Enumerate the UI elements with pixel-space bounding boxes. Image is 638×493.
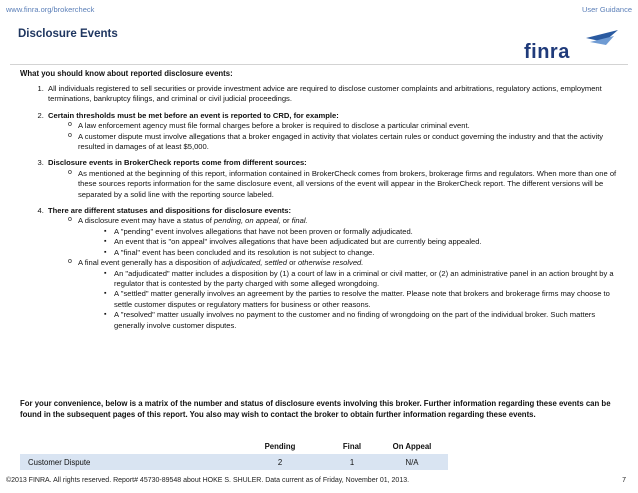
list-item-heading: Certain thresholds must be met before an event is reported to CRD, for example: bbox=[48, 110, 339, 120]
on-appeal-count: N/A bbox=[405, 458, 419, 467]
sub-item: o A disclosure event may have a status of pending, on appeal, or final. ▪ A "pending" event involves allegations that have not been proven or formally adjudicated. ▪ An event that is "on appeal" involves allegations that have been adjudicated but are currently being appealed. ▪ A "final" event has been concluded and its resolution is not subject to change. bbox=[68, 216, 620, 258]
sub-sub-item: ▪ A "final" event has been concluded and its resolution is not subject to change. bbox=[104, 248, 620, 258]
sub-item: o As mentioned at the beginning of this report, information contained in BrokerCheck comes from brokers, brokerage firms and regulators. When more than one of these sources reports information for the same disclosure event, all versions of the event will appear in the BrokerCheck report. The different versions will be separated by a solid line with the reporting source labeled. bbox=[68, 169, 620, 200]
finra-logo-icon bbox=[524, 28, 620, 62]
disclosure-matrix-table bbox=[20, 438, 448, 470]
header-divider bbox=[10, 64, 628, 65]
sub-sub-item: ▪ An event that is "on appeal" involves allegations that have been adjudicated but are currently being appealed. bbox=[104, 237, 620, 247]
footer-text: ©2013 FINRA. All rights reserved. Report# 45730-89548 about HOKE S. SHULER. Data current as of Friday, November 01, 2013. bbox=[6, 477, 410, 484]
list-item bbox=[46, 206, 620, 331]
page-footer bbox=[6, 477, 626, 489]
table-header-final: Final bbox=[342, 442, 362, 451]
row-label: Customer Dispute bbox=[28, 458, 91, 467]
sub-item: o A customer dispute must involve allegations that a broker engaged in activity that violates certain rules or conduct governing the industry and that the activity resulted in damages of at least $5,000. bbox=[68, 132, 620, 153]
list-item-heading: Disclosure events in BrokerCheck reports come from different sources: bbox=[48, 158, 307, 168]
brokercheck-url-link[interactable]: www.finra.org/brokercheck bbox=[6, 5, 95, 14]
pending-count: 2 bbox=[277, 458, 283, 467]
sub-item: o A law enforcement agency must file formal charges before a broker is required to disclose a particular criminal event. bbox=[68, 121, 620, 131]
final-count: 1 bbox=[349, 458, 355, 467]
svg-text:finra: finra bbox=[524, 41, 570, 62]
sub-item: o A final event generally has a disposition of adjudicated, settled or otherwise resolved. ▪ An "adjudicated" matter includes a disposition by (1) a court of law in a criminal or civil matter, or (2) an administrative panel in an action brought by a regulator that is contested by the party charged with some alleged wrongdoing. ▪ A "settled" matter generally involves an agreement by the parties to resolve the matter. Please note that brokers and brokerage firms may choose to settle customer disputes or regulatory matters for business or other reasons. ▪ A "resolved" matter usually involves no payment to the customer and no finding of wrongdoing on the part of the individual broker. Such matters generally involve customer disputes. bbox=[68, 258, 620, 331]
list-item-heading: There are different statuses and dispositions for disclosure events: bbox=[48, 206, 292, 216]
finra-logo bbox=[524, 28, 620, 62]
page-number: 7 bbox=[622, 477, 626, 484]
table-header-on-appeal: On Appeal bbox=[392, 442, 432, 451]
sub-sub-item: ▪ A "resolved" matter usually involves no payment to the customer and no finding of wrongdoing on the part of the individual broker. Such matters generally involve customer disputes. bbox=[104, 310, 620, 331]
list-item bbox=[46, 158, 620, 200]
sub-sub-item: ▪ An "adjudicated" matter includes a disposition by (1) a court of law in a criminal or civil matter, or (2) an administrative panel in an action brought by a regulator that is contested by the party charged with some alleged wrongdoing. bbox=[104, 269, 620, 290]
page-title: Disclosure Events bbox=[18, 28, 118, 40]
convenience-note: For your convenience, below is a matrix of the number and status of disclosure events involving this broker. Further information regarding these events can be found in the subsequent pages of this report. You also may wish to contact the broker to obtain further information regarding these events. bbox=[20, 399, 611, 419]
top-bar bbox=[6, 5, 632, 17]
sub-sub-item: ▪ A "settled" matter generally involves an agreement by the parties to resolve the matter. Please note that brokers and brokerage firms may choose to settle customer disputes or regulatory matters for business or other reasons. bbox=[104, 289, 620, 310]
table-header-pending: Pending bbox=[264, 442, 296, 451]
user-guidance-link[interactable]: User Guidance bbox=[581, 5, 632, 14]
disclosure-list bbox=[20, 84, 620, 337]
list-item: 1. All individuals registered to sell securities or provide investment advice are required to disclose customer complaints and arbitrations, regulatory actions, employment terminations, bankruptcy filings, and criminal or civil judicial proceedings. bbox=[46, 84, 620, 105]
table-row bbox=[20, 454, 448, 470]
list-item bbox=[46, 111, 620, 153]
section-heading: What you should know about reported disclosure events: bbox=[20, 69, 233, 78]
table-header-row bbox=[20, 438, 448, 454]
sub-sub-item: ▪ A "pending" event involves allegations that have not been proven or formally adjudicated. bbox=[104, 227, 620, 237]
